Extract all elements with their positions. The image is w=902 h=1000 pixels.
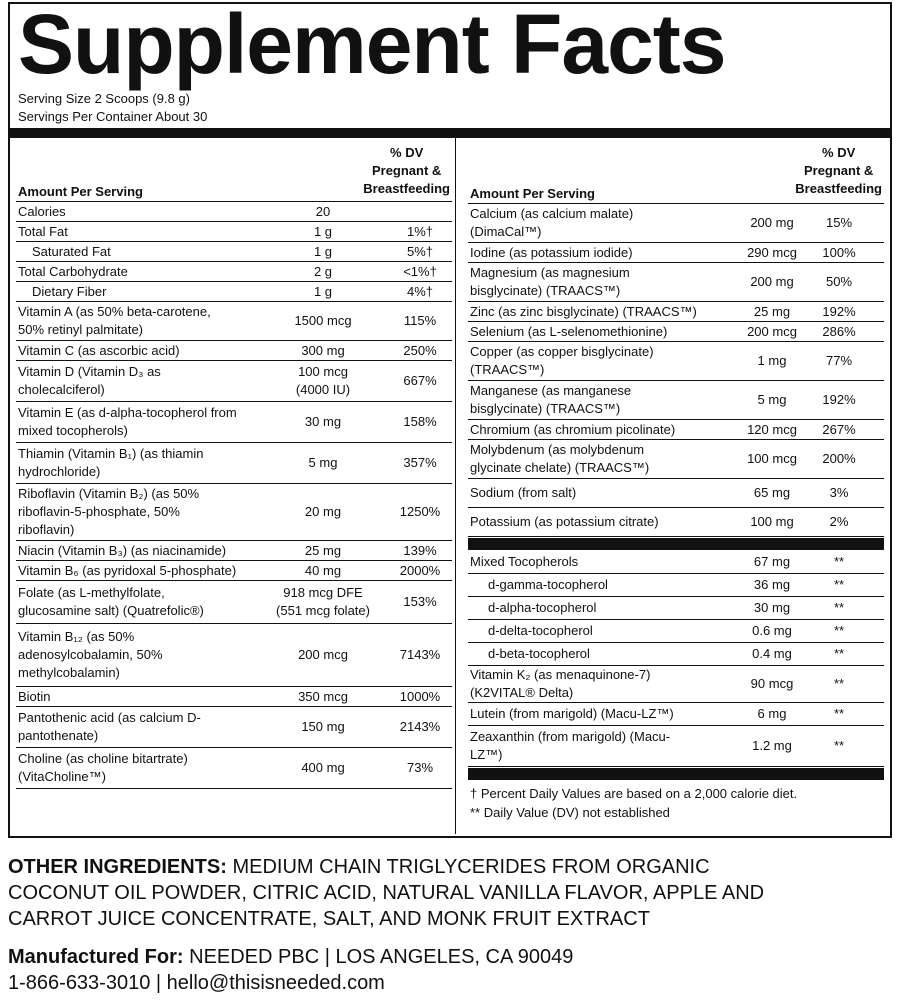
nutrient-row: [468, 574, 884, 597]
nutrient-dv: 50%: [825, 274, 853, 289]
nutrient-name: Magnesium (as magnesium bisglycinate) (TRAACS™): [470, 265, 630, 298]
nutrient-amount: 350 mcg: [298, 688, 348, 704]
dv-header-line: Pregnant &: [371, 163, 442, 178]
nutrient-dv: 250%: [403, 342, 437, 358]
nutrient-dv: **: [833, 738, 845, 753]
footnotes: [468, 781, 884, 822]
nutrient-dv: 1%†: [406, 223, 434, 239]
nutrient-amount: 1.2 mg: [752, 738, 792, 753]
dv-header-line: Breastfeeding: [363, 181, 450, 196]
nutrient-amount: 1500 mcg: [294, 313, 352, 328]
left-column-header: [16, 135, 452, 202]
nutrient-name: Mixed Tocopherols: [470, 554, 579, 569]
other-ingredients-text: MEDIUM CHAIN TRIGLYCERIDES FROM ORGANIC: [226, 856, 710, 878]
nutrient-amount: 0.4 mg: [752, 646, 792, 661]
amount-per-serving-label: Amount Per Serving: [18, 184, 143, 199]
supplement-facts-panel: [8, 2, 892, 838]
nutrient-amount: 1 g: [313, 283, 333, 299]
nutrient-name: Zinc (as zinc bisglycinate) (TRAACS™): [470, 303, 697, 319]
right-column: [468, 135, 884, 822]
nutrient-row: [468, 342, 884, 381]
nutrient-amount: 40 mg: [304, 562, 342, 578]
nutrient-row: [16, 402, 452, 443]
nutrient-name: Biotin: [18, 688, 51, 704]
nutrient-amount: 36 mg: [753, 577, 791, 592]
nutrient-dv: 286%: [822, 323, 856, 339]
dv-header-line: Breastfeeding: [795, 181, 882, 196]
dv-header: [795, 144, 882, 198]
nutrient-dv: 1000%: [399, 688, 441, 704]
nutrient-amount: 25 mg: [753, 303, 791, 319]
nutrient-name: Choline (as choline bitartrate) (VitaCholine™): [18, 751, 188, 784]
nutrient-dv: **: [833, 623, 845, 638]
nutrient-row: [468, 643, 884, 666]
nutrient-amount: 200 mcg: [298, 647, 348, 662]
nutrient-name: d-alpha-tocopherol: [488, 600, 597, 615]
other-ingredients-label: OTHER INGREDIENTS:: [8, 856, 227, 878]
nutrient-row: [468, 243, 884, 263]
left-column: [16, 135, 452, 789]
nutrient-dv: 2000%: [399, 562, 441, 578]
right-nutrient-list-2: [468, 551, 884, 767]
nutrient-dv: 192%: [822, 392, 856, 407]
nutrient-amount: 200 mcg: [747, 323, 797, 339]
servings-per-container: Servings Per Container About 30: [18, 109, 208, 124]
column-divider: [455, 137, 456, 834]
nutrient-amount: 1 mg: [757, 353, 787, 368]
amount-per-serving-label: Amount Per Serving: [470, 186, 595, 201]
dv-header-line: % DV: [390, 145, 424, 160]
nutrient-row: [16, 222, 452, 242]
nutrient-name: d-gamma-tocopherol: [488, 577, 608, 592]
right-nutrient-list: [468, 204, 884, 537]
nutrient-amount: 200 mg: [750, 274, 794, 289]
other-ingredients: [8, 854, 710, 880]
nutrient-amount: 1 g: [313, 243, 333, 259]
nutrient-dv: 153%: [403, 594, 437, 609]
nutrient-row: [16, 262, 452, 282]
nutrient-name: Pantothenic acid (as calcium D- pantothenate): [18, 710, 201, 743]
nutrient-row: [468, 322, 884, 342]
manufacturer-label: Manufactured For:: [8, 946, 184, 968]
nutrient-amount: 20 mg: [304, 504, 342, 519]
nutrient-row: [16, 282, 452, 302]
panel-title: Supplement Facts: [18, 0, 726, 91]
nutrient-row: [468, 263, 884, 302]
nutrient-row: [16, 707, 452, 748]
nutrient-name: Vitamin C (as ascorbic acid): [18, 342, 180, 358]
nutrient-dv: 1250%: [399, 504, 441, 519]
nutrient-amount: 0.6 mg: [752, 623, 792, 638]
nutrient-amount: 30 mg: [753, 600, 791, 615]
nutrient-name: Saturated Fat: [32, 243, 111, 259]
nutrient-row: [16, 541, 452, 561]
nutrient-row: [468, 703, 884, 726]
nutrient-dv: 115%: [403, 313, 437, 328]
nutrient-dv: 3%: [829, 485, 849, 500]
nutrient-amount: 100 mcg: [747, 451, 797, 466]
nutrient-name: Total Carbohydrate: [18, 263, 128, 279]
nutrient-amount: 150 mg: [301, 719, 345, 734]
nutrient-row: [468, 620, 884, 643]
nutrient-amount: 1 g: [313, 223, 333, 239]
nutrient-dv: 15%: [825, 215, 853, 230]
section-divider: [468, 768, 884, 780]
other-ingredients-line: COCONUT OIL POWDER, CITRIC ACID, NATURAL VANILLA FLAVOR, APPLE AND: [8, 882, 765, 904]
contact-info: 1-866-633-3010 | hello@thisisneeded.com: [8, 972, 385, 994]
nutrient-dv: 200%: [822, 451, 856, 466]
nutrient-name: d-delta-tocopherol: [488, 623, 593, 638]
nutrient-row: [468, 440, 884, 479]
nutrient-row: [468, 726, 884, 767]
nutrient-row: [468, 666, 884, 703]
nutrient-amount: 100 mcg (4000 IU): [295, 364, 351, 397]
nutrient-row: [468, 204, 884, 243]
nutrient-row: [16, 624, 452, 687]
nutrient-name: Sodium (from salt): [470, 485, 577, 500]
nutrient-name: Zeaxanthin (from marigold) (Macu- LZ™): [470, 729, 671, 762]
nutrient-row: [16, 341, 452, 361]
nutrient-dv: **: [833, 646, 845, 661]
nutrient-amount: 90 mcg: [750, 676, 794, 691]
nutrient-dv: 357%: [403, 455, 437, 470]
nutrient-name: Thiamin (Vitamin B₁) (as thiamin hydrochloride): [18, 446, 204, 479]
nutrient-name: Riboflavin (Vitamin B₂) (as 50% riboflavin-5-phosphate, 50% riboflavin): [18, 486, 200, 537]
nutrient-dv: 158%: [403, 414, 437, 429]
dv-header-line: Pregnant &: [803, 163, 874, 178]
nutrient-dv: **: [833, 676, 845, 691]
nutrient-dv: **: [833, 554, 845, 569]
nutrient-name: Manganese (as manganese bisglycinate) (TRAACS™): [470, 383, 632, 416]
nutrient-amount: 30 mg: [304, 414, 342, 429]
nutrient-name: Selenium (as L-selenomethionine): [470, 323, 668, 339]
nutrient-dv: 7143%: [399, 647, 441, 662]
nutrient-row: [16, 242, 452, 262]
nutrient-amount: 2 g: [313, 263, 333, 279]
nutrient-row: [468, 551, 884, 574]
nutrient-row: [16, 202, 452, 222]
nutrient-row: [468, 508, 884, 537]
nutrient-name: Dietary Fiber: [32, 283, 107, 299]
nutrient-dv: 5%†: [406, 243, 434, 259]
nutrient-amount: 20: [315, 203, 331, 219]
nutrient-row: [468, 479, 884, 508]
nutrient-name: Lutein (from marigold) (Macu-LZ™): [470, 706, 674, 721]
nutrient-name: Vitamin K₂ (as menaquinone-7) (K2VITAL® Delta): [470, 667, 651, 700]
nutrient-name: d-beta-tocopherol: [488, 646, 590, 661]
nutrient-name: Molybdenum (as molybdenum glycinate chelate) (TRAACS™): [470, 442, 650, 475]
nutrient-amount: 100 mg: [750, 514, 794, 529]
nutrient-amount: 5 mg: [757, 392, 787, 407]
nutrient-name: Calcium (as calcium malate) (DimaCal™): [470, 206, 634, 239]
nutrient-amount: 67 mg: [753, 554, 791, 569]
nutrient-amount: 25 mg: [304, 542, 342, 558]
nutrient-row: [468, 420, 884, 440]
nutrient-name: Vitamin B₆ (as pyridoxal 5-phosphate): [18, 562, 237, 578]
nutrient-amount: 400 mg: [301, 760, 345, 775]
nutrient-dv: 73%: [406, 760, 434, 775]
nutrient-name: Total Fat: [18, 223, 68, 239]
footnote-not-established: ** Daily Value (DV) not established: [470, 805, 670, 820]
nutrient-amount: 290 mcg: [747, 244, 797, 260]
nutrient-amount: 6 mg: [757, 706, 787, 721]
nutrient-dv: **: [833, 706, 845, 721]
nutrient-dv: 2143%: [399, 719, 441, 734]
nutrient-row: [16, 561, 452, 581]
nutrient-name: Vitamin B₁₂ (as 50% adenosylcobalamin, 50% methylcobalamin): [18, 629, 163, 680]
nutrient-name: Potassium (as potassium citrate): [470, 514, 659, 529]
footnote-dv: † Percent Daily Values are based on a 2,000 calorie diet.: [470, 786, 798, 801]
nutrient-name: Chromium (as chromium picolinate): [470, 421, 676, 437]
nutrient-row: [16, 443, 452, 484]
nutrient-name: Folate (as L-methylfolate, glucosamine salt) (Quatrefolic®): [18, 585, 204, 618]
manufacturer-text: NEEDED PBC | LOS ANGELES, CA 90049: [183, 946, 574, 968]
nutrient-row: [16, 748, 452, 789]
nutrient-name: Copper (as copper bisglycinate) (TRAACS™): [470, 344, 654, 377]
nutrient-amount: 65 mg: [753, 485, 791, 500]
nutrient-name: Calories: [18, 203, 66, 219]
nutrient-dv: 267%: [822, 421, 856, 437]
manufacturer: [8, 944, 573, 970]
nutrient-name: Vitamin E (as d-alpha-tocopherol from mixed tocopherols): [18, 405, 237, 438]
nutrient-amount: 5 mg: [308, 455, 338, 470]
dv-header-line: % DV: [822, 145, 856, 160]
nutrient-row: [16, 687, 452, 707]
nutrient-dv: **: [833, 577, 845, 592]
nutrient-row: [16, 302, 452, 341]
nutrient-dv: <1%†: [403, 263, 437, 279]
nutrient-dv: 4%†: [406, 283, 434, 299]
nutrient-dv: 667%: [403, 373, 437, 388]
nutrient-row: [16, 581, 452, 624]
nutrient-dv: 192%: [822, 303, 856, 319]
section-divider: [468, 538, 884, 550]
nutrient-row: [468, 302, 884, 322]
nutrient-dv: 77%: [825, 353, 853, 368]
nutrient-row: [16, 484, 452, 541]
other-ingredients-line: CARROT JUICE CONCENTRATE, SALT, AND MONK FRUIT EXTRACT: [8, 908, 650, 930]
nutrient-dv: 139%: [403, 542, 437, 558]
nutrient-name: Vitamin D (Vitamin D₃ as cholecalciferol): [18, 364, 161, 397]
nutrient-amount: 300 mg: [301, 342, 345, 358]
nutrient-name: Iodine (as potassium iodide): [470, 244, 633, 260]
nutrient-row: [468, 381, 884, 420]
nutrient-dv: 2%: [829, 514, 849, 529]
nutrient-row: [468, 597, 884, 620]
nutrient-amount: 200 mg: [750, 215, 794, 230]
nutrient-name: Niacin (Vitamin B₃) (as niacinamide): [18, 542, 227, 558]
nutrient-amount: 120 mcg: [747, 421, 797, 437]
nutrient-dv: 100%: [822, 244, 856, 260]
right-column-header: [468, 135, 884, 204]
nutrient-dv: **: [833, 600, 845, 615]
dv-header: [363, 144, 450, 198]
serving-size: Serving Size 2 Scoops (9.8 g): [18, 91, 190, 106]
nutrient-amount: 918 mcg DFE (551 mcg folate): [276, 585, 370, 618]
nutrient-name: Vitamin A (as 50% beta-carotene, 50% retinyl palmitate): [18, 304, 211, 337]
nutrient-row: [16, 361, 452, 402]
left-nutrient-list: [16, 202, 452, 789]
